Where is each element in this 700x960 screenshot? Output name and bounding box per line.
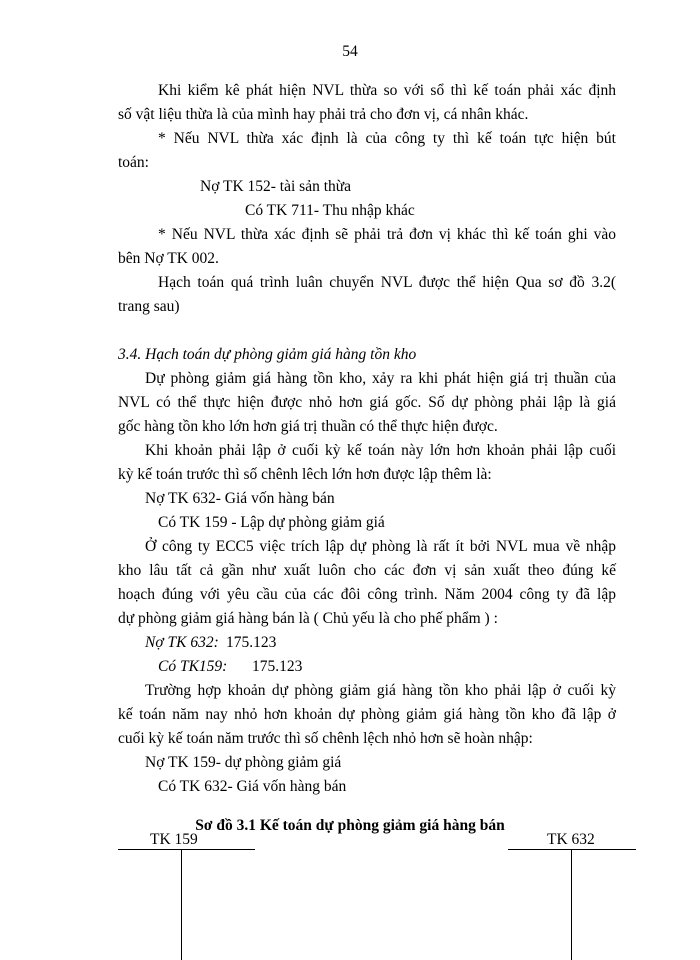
journal-entry-credit: Có TK 159 - Lập dự phòng giảm giá xyxy=(158,514,385,531)
t-account-top-line xyxy=(118,849,255,850)
t-account-divider xyxy=(181,849,182,960)
journal-entry-debit: Nợ TK 632- Giá vốn hàng bán xyxy=(145,490,335,507)
paragraph-line: dự phòng giảm giá hàng bán là ( Chủ yếu là cho phế phẩm ) : xyxy=(118,610,498,627)
paragraph-line: Ở công ty ECC5 việc trích lập dự phòng là rất ít bởi NVL mua về nhập xyxy=(145,538,616,555)
page-number: 54 xyxy=(342,43,358,60)
journal-entry-credit-value: 175.123 xyxy=(252,658,303,675)
journal-entry-credit-label: Có TK159: xyxy=(158,658,228,675)
paragraph-line: toán: xyxy=(118,154,149,171)
journal-entry-credit: Có TK 711- Thu nhập khác xyxy=(245,202,415,219)
paragraph-line: kỳ kế toán trước thì số chênh lêch lớn hơn được lập thêm là: xyxy=(118,466,492,483)
journal-entry-debit-label: Nợ TK 632: xyxy=(145,634,219,651)
t-account-top-line xyxy=(508,849,636,850)
t-account-divider xyxy=(571,849,572,960)
paragraph-line: NVL có thể thực hiện được nhỏ hơn giá gốc. Số dự phòng phải lập là giá xyxy=(118,394,616,411)
journal-entry-debit-value: 175.123 xyxy=(226,634,277,651)
section-heading: 3.4. Hạch toán dự phòng giảm giá hàng tồn kho xyxy=(118,346,417,363)
paragraph-line: Khi khoản phải lập ở cuối kỳ kế toán này lớn hơn khoản phải lập cuối xyxy=(145,442,616,459)
paragraph-line: kho lâu tất cả gần như xuất luôn cho các đơn vị sản xuất theo đúng kế xyxy=(118,562,616,579)
journal-entry-credit: Có TK 632- Giá vốn hàng bán xyxy=(158,778,347,795)
paragraph-line: số vật liệu thừa là của mình hay phải trả cho đơn vị, cá nhân khác. xyxy=(118,106,529,123)
paragraph-line: Hạch toán quá trình luân chuyển NVL được thể hiện Qua sơ đồ 3.2( xyxy=(158,274,616,291)
paragraph-line: kế toán năm nay nhỏ hơn khoản dự phòng giảm giá hàng tồn kho đã lập ở xyxy=(118,706,616,723)
journal-entry-debit: Nợ TK 152- tài sản thừa xyxy=(200,178,352,195)
t-account-label: TK 632 xyxy=(547,831,595,848)
paragraph-line: Dự phòng giảm giá hàng tồn kho, xảy ra khi phát hiện giá trị thuần của xyxy=(145,370,616,387)
t-account-label: TK 159 xyxy=(150,831,198,848)
paragraph-line: gốc hàng tồn kho lớn hơn giá trị thuần có thể thực hiện được. xyxy=(118,418,498,435)
paragraph-line: Trường hợp khoản dự phòng giảm giá hàng tồn kho phải lập ở cuối kỳ xyxy=(145,682,616,699)
paragraph-line: Khi kiểm kê phát hiện NVL thừa so với sổ thì kế toán phải xác định xyxy=(158,82,616,99)
paragraph-line: * Nếu NVL thừa xác định sẽ phải trả đơn vị khác thì kế toán ghi vào xyxy=(158,226,616,243)
paragraph-line: hoạch đúng với yêu cầu của các đôi công trình. Năm 2004 công ty đã lập xyxy=(118,586,616,603)
paragraph-line: * Nếu NVL thừa xác định là của công ty thì kế toán tực hiện bút xyxy=(158,130,616,147)
diagram-title: Sơ đồ 3.1 Kế toán dự phòng giảm giá hàng bán xyxy=(195,817,505,834)
paragraph-line: bên Nợ TK 002. xyxy=(118,250,219,267)
journal-entry-debit: Nợ TK 159- dự phòng giảm giá xyxy=(145,754,342,771)
paragraph-line: cuối kỳ kế toán năm trước thì số chênh lệch nhỏ hơn sẽ hoàn nhập: xyxy=(118,730,533,747)
paragraph-line: trang sau) xyxy=(118,298,180,315)
